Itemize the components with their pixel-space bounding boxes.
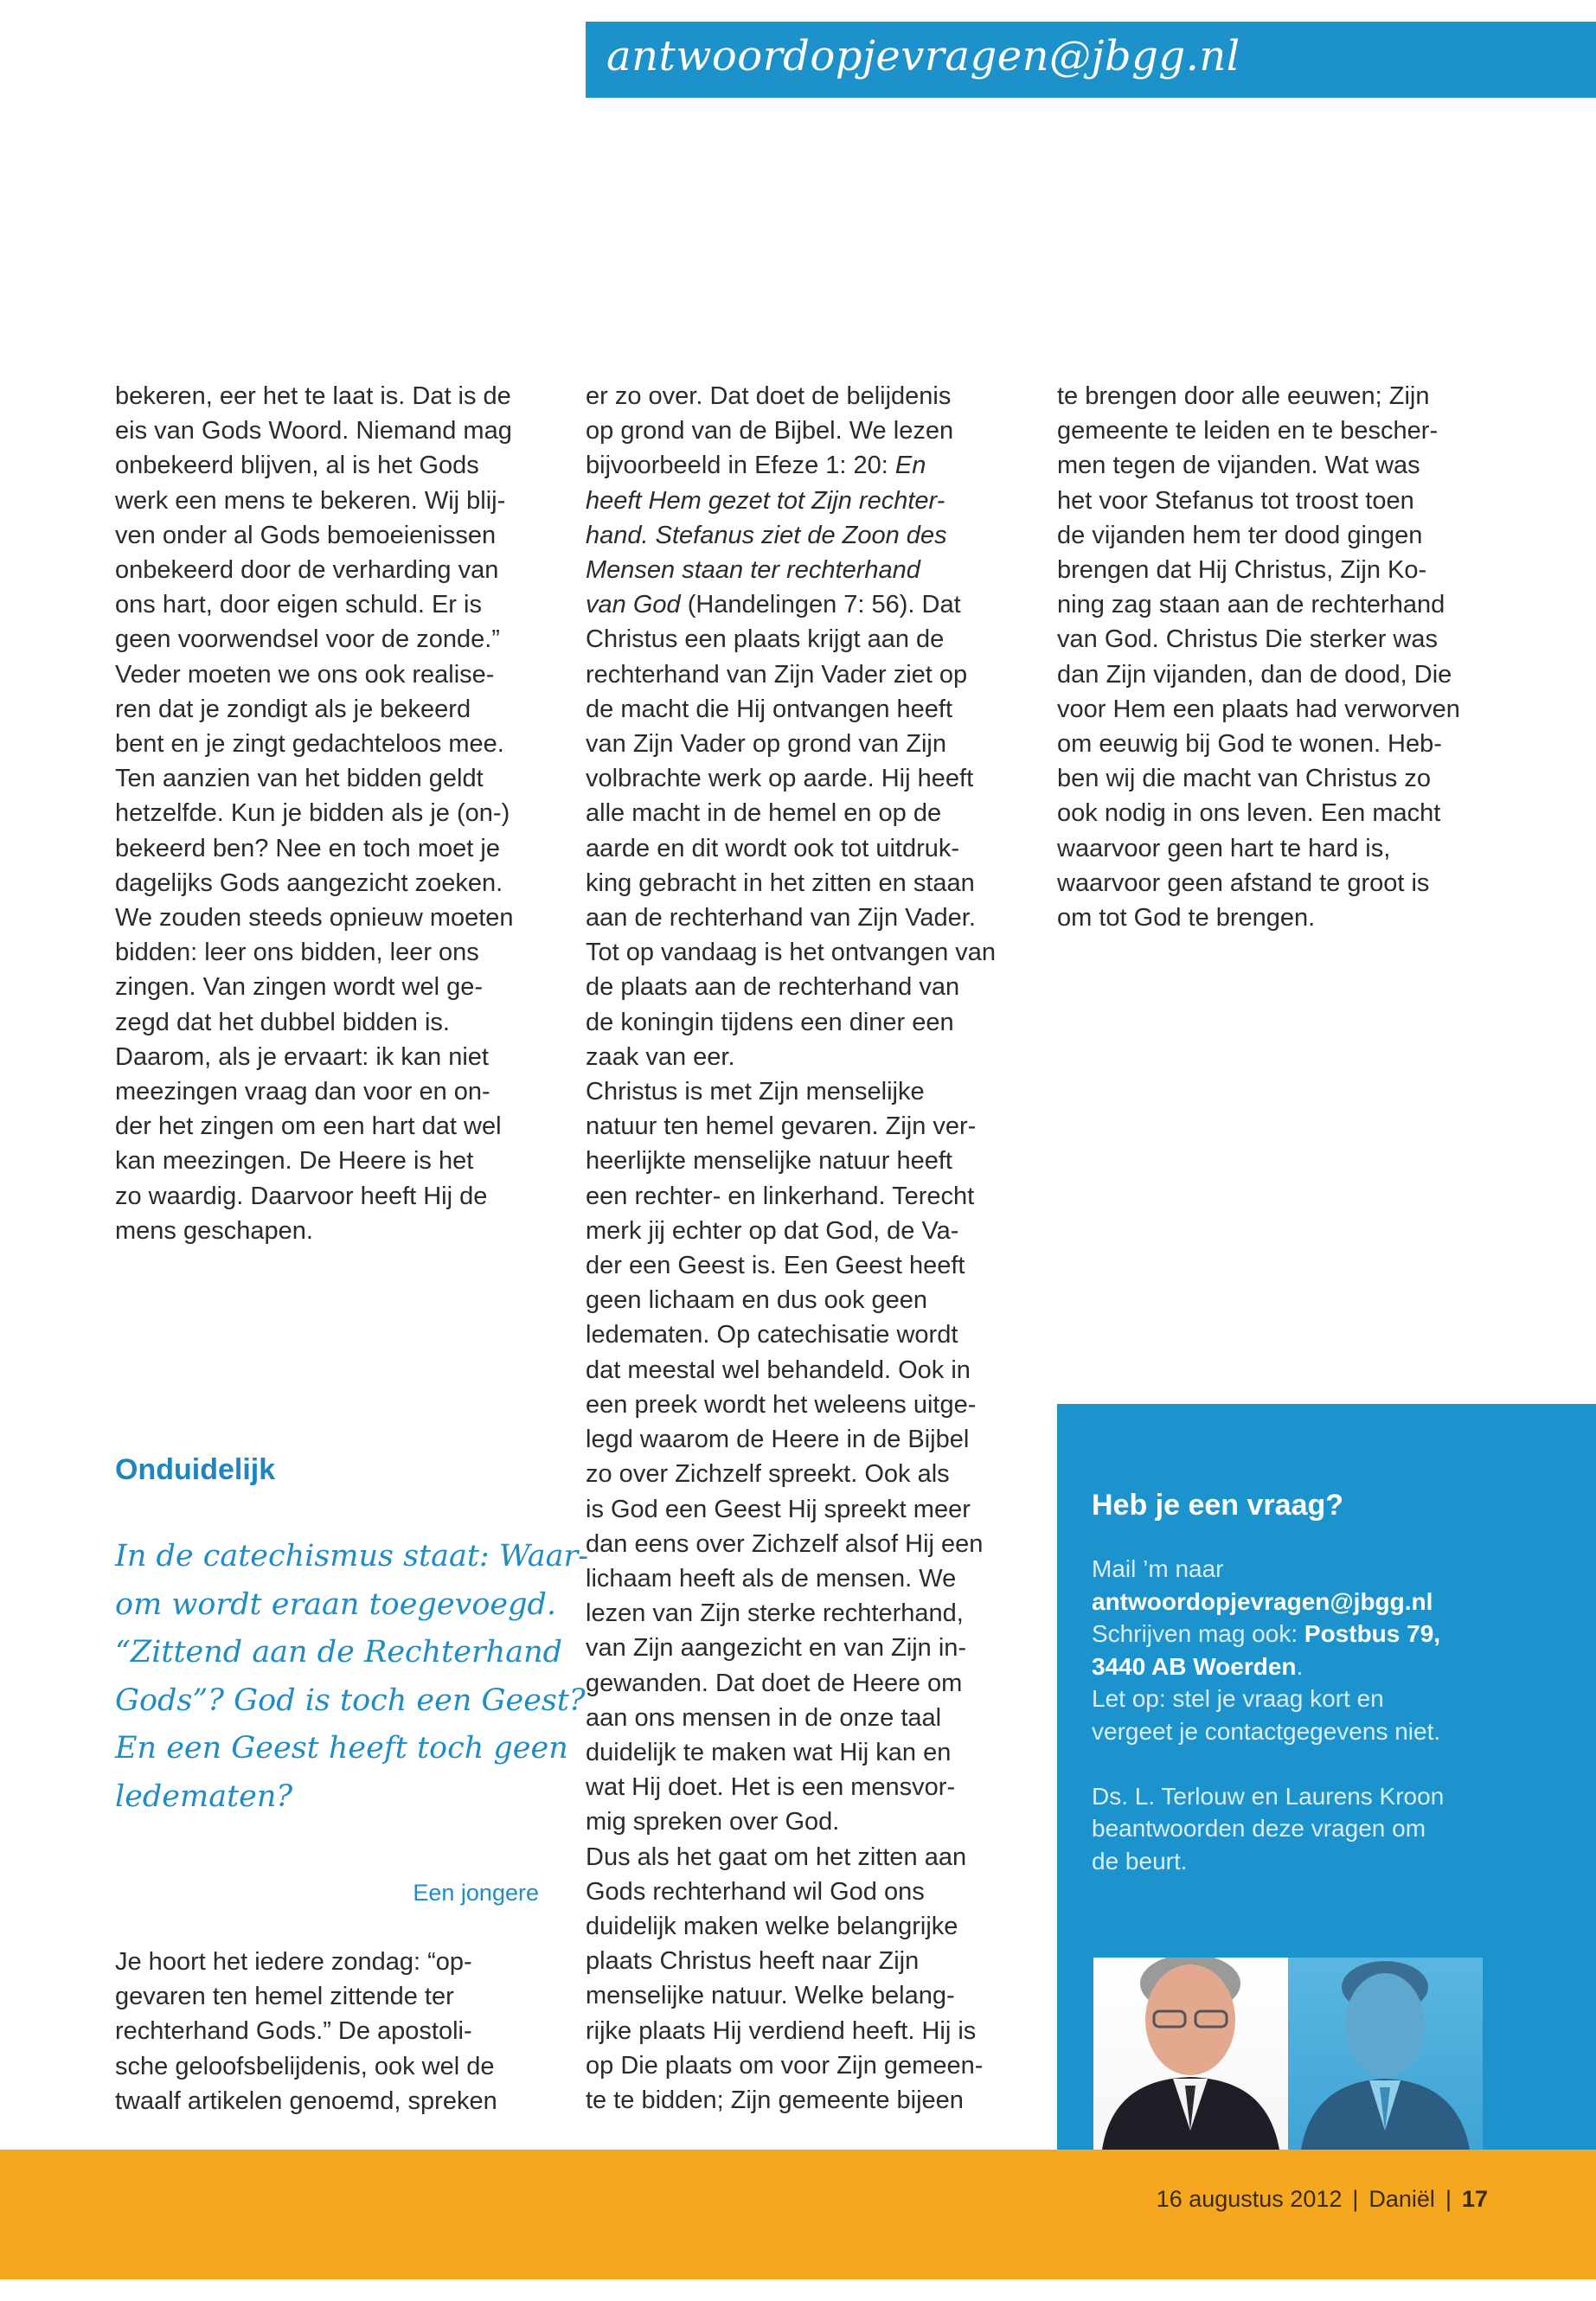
text-line: een rechter- en linkerhand. Terecht (586, 1182, 975, 1210)
text-line: bekeren, eer het te laat is. Dat is de (115, 382, 511, 410)
info-email-link[interactable]: antwoordopjevragen@jbgg.nl (1092, 1587, 1433, 1615)
text-line: Daarom, als je ervaart: ik kan niet (115, 1042, 489, 1071)
text-line: de plaats aan de rechterhand van (586, 973, 960, 1002)
text-line: Tot op vandaag is het ontvangen van (586, 939, 997, 967)
text-line: king gebracht in het zitten en staan (586, 868, 975, 897)
text-line: te brengen door alle eeuwen; Zijn (1057, 382, 1430, 410)
text-line: gemeente te leiden en te bescher- (1057, 417, 1439, 445)
column-2-rest (586, 622, 1027, 2118)
author-photo-terlouw (1093, 1958, 1288, 2150)
text-line: er zo over. Dat doet de belijdenis (586, 382, 952, 410)
text-line: legd waarom de Heere in de Bijbel (586, 1426, 970, 1454)
text-segment: bijvoorbeeld in Efeze 1: 20: (586, 452, 895, 480)
postbus-address: Postbus 79, (1304, 1620, 1441, 1647)
article-column-1 (115, 379, 552, 1248)
text-line: een preek wordt het weleens uitge- (586, 1390, 977, 1419)
text-line: volbrachte werk op aarde. Hij heeft (586, 765, 974, 793)
article-column-2 (586, 379, 1027, 2118)
person-portrait-icon (1288, 1958, 1483, 2150)
text-line: wat Hij doet. Het is een mensvor- (586, 1773, 956, 1802)
text-line (586, 448, 1027, 483)
text-line: geen lichaam en dus ook geen (586, 1286, 928, 1315)
author-photos (1093, 1958, 1483, 2150)
note-line: vergeet je contactgegevens niet. (1092, 1717, 1441, 1745)
text-line: geen voorwendsel voor de zonde.” (115, 625, 500, 654)
scripture-quote: Mensen staan ter rechterhand (586, 556, 920, 585)
text-line: gewanden. Dat doet de Heere om (586, 1669, 963, 1697)
text-line: Ten aanzien van het bidden geldt (115, 765, 484, 793)
text-line: ren dat je zondigt als je bekeerd (115, 695, 471, 723)
text-line: rechterhand Gods.” De apostoli- (115, 2017, 472, 2046)
scripture-quote: heeft Hem gezet tot Zijn rechter- (586, 486, 945, 515)
text-line: lezen van Zijn sterke rechterhand, (586, 1599, 964, 1628)
text-line: om eeuwig bij God te wonen. Heb- (1057, 730, 1442, 759)
text-line: dan Zijn vijanden, dan de dood, Die (1057, 660, 1452, 689)
text-line: zegd dat het dubbel bidden is. (115, 1008, 450, 1036)
question-signature: Een jongere (413, 1880, 539, 1906)
text-line: mens geschapen. (115, 1216, 313, 1245)
text-line: sche geloofsbelijdenis, ook wel de (115, 2052, 495, 2080)
question-line: Gods”? God is toch een Geest? (115, 1682, 586, 1718)
info-box-text (1092, 1553, 1444, 1877)
text-line: gevaren ten hemel zittende ter (115, 1983, 454, 2011)
credits-line: de beurt. (1092, 1847, 1188, 1875)
reader-question (115, 1533, 589, 1821)
question-line: om wordt eraan toegevoegd. (115, 1586, 557, 1622)
text-line: de koningin tijdens een diner een (586, 1008, 954, 1036)
text-line: merk jij echter op dat God, de Va- (586, 1216, 959, 1245)
text-line: op grond van de Bijbel. We lezen (586, 417, 954, 445)
text-line: waarvoor geen hart te hard is, (1057, 834, 1391, 862)
article-column-3 (1057, 379, 1507, 935)
text-line: Dus als het gaat om het zitten aan (586, 1843, 967, 1871)
text-line: zo over Zichzelf spreekt. Ook als (586, 1460, 950, 1489)
text-line: aan de rechterhand van Zijn Vader. (586, 904, 976, 933)
text-line: duidelijk maken welke belangrijke (586, 1912, 958, 1940)
text-line: aan ons mensen in de onze taal (586, 1703, 942, 1732)
text-line: ning zag staan aan de rechterhand (1057, 591, 1445, 619)
author-photo-kroon (1288, 1958, 1483, 2150)
text-line: de macht die Hij ontvangen heeft (586, 695, 952, 723)
header-bar (586, 22, 1596, 98)
text-line: van God. Christus Die sterker was (1057, 625, 1438, 654)
text-line: ben wij die macht van Christus zo (1057, 765, 1431, 793)
text-line: meezingen vraag dan voor en on- (115, 1078, 490, 1106)
text-line: bent en je zingt gedachteloos mee. (115, 730, 504, 759)
person-portrait-icon (1093, 1958, 1288, 2150)
text-line: plaats Christus heeft naar Zijn (586, 1947, 920, 1976)
text-line: om tot God te brengen. (1057, 904, 1316, 933)
footer-bar (0, 2150, 1596, 2279)
text-line: ledematen. Op catechisatie wordt (586, 1321, 958, 1349)
text-line: op Die plaats om voor Zijn gemeen- (586, 2051, 984, 2080)
text-line: hetzelfde. Kun je bidden als je (on-) (115, 799, 510, 828)
text-line: heerlijkte menselijke natuur heeft (586, 1147, 952, 1176)
text-line: het voor Stefanus tot troost toen (1057, 486, 1414, 515)
text-line: kan meezingen. De Heere is het (115, 1147, 474, 1176)
text-line: bekeerd ben? Nee en toch moet je (115, 834, 500, 862)
question-line: ledematen? (115, 1779, 293, 1814)
text-line: men tegen de vijanden. Wat was (1057, 452, 1420, 480)
text-line: der een Geest is. Een Geest heeft (586, 1252, 965, 1280)
scripture-quote: En (894, 452, 926, 480)
text-line: dan eens over Zichzelf alsof Hij een (586, 1529, 984, 1558)
text-line: Gods rechterhand wil God ons (586, 1877, 925, 1906)
answer-intro (115, 1945, 497, 2118)
text-line: eis van Gods Woord. Niemand mag (115, 417, 512, 445)
text-line: der het zingen om een hart dat wel (115, 1112, 502, 1141)
question-line: “Zittend aan de Rechterhand (115, 1635, 563, 1670)
text-line: onbekeerd door de verharding van (115, 556, 499, 585)
text-line: Je hoort het iedere zondag: “op- (115, 1948, 472, 1976)
footer-separator: | (1445, 2186, 1452, 2212)
text-line: waarvoor geen afstand te groot is (1057, 868, 1430, 897)
text-line: menselijke natuur. Welke belang- (586, 1982, 955, 2010)
magazine-name: Daniël (1368, 2186, 1435, 2212)
page-number: 17 (1461, 2186, 1488, 2212)
text-line: Christus een plaats krijgt aan de (586, 625, 945, 654)
issue-date: 16 augustus 2012 (1156, 2186, 1343, 2212)
text-line: te te bidden; Zijn gemeente bijeen (586, 2086, 964, 2114)
text-line: zo waardig. Daarvoor heeft Hij de (115, 1182, 488, 1210)
info-box-title: Heb je een vraag? (1092, 1489, 1344, 1522)
text-line: brengen dat Hij Christus, Zijn Ko- (1057, 556, 1427, 585)
text-segment: (Handelingen 7: 56). Dat (680, 591, 961, 619)
note-line: Let op: stel je vraag kort en (1092, 1685, 1384, 1712)
text-line: dagelijks Gods aangezicht zoeken. (115, 868, 503, 897)
text-line: rechterhand van Zijn Vader ziet op (586, 660, 968, 689)
text-line: zingen. Van zingen wordt wel ge- (115, 973, 484, 1002)
text-line: is God een Geest Hij spreekt meer (586, 1495, 971, 1523)
question-line: In de catechismus staat: Waar- (115, 1539, 589, 1574)
text-line: lichaam heeft als de mensen. We (586, 1564, 957, 1593)
text-line: zaak van eer. (586, 1042, 735, 1071)
text-line: Christus is met Zijn menselijke (586, 1078, 925, 1106)
footer-separator: | (1352, 2186, 1359, 2212)
text-line: bidden: leer ons bidden, leer ons (115, 939, 479, 967)
text-line (586, 587, 1027, 622)
postcode-address: 3440 AB Woerden (1092, 1652, 1297, 1680)
mail-label: Mail ’m naar (1092, 1555, 1224, 1582)
header-email[interactable]: antwoordopjevragen@jbgg.nl (606, 32, 1240, 80)
footer-info (1157, 2186, 1488, 2213)
text-line: natuur ten hemel gevaren. Zijn ver- (586, 1112, 977, 1141)
text-line: ven onder al Gods bemoeienissen (115, 521, 497, 549)
text-line: twaalf artikelen genoemd, spreken (115, 2086, 497, 2115)
text-line: van Zijn Vader op grond van Zijn (586, 730, 946, 759)
text-line: voor Hem een plaats had verworven (1057, 695, 1460, 723)
text-line: We zouden steeds opnieuw moeten (115, 904, 514, 933)
question-line: En een Geest heeft toch geen (115, 1731, 568, 1766)
text-line: werk een mens te bekeren. Wij blij- (115, 486, 506, 515)
text-line: ook nodig in ons leven. Een macht (1057, 799, 1441, 828)
write-label: Schrijven mag ook: (1092, 1620, 1304, 1647)
text-line: van Zijn aangezicht en van Zijn in- (586, 1634, 967, 1663)
text-line: onbekeerd blijven, al is het Gods (115, 452, 479, 480)
text-line: aarde en dit wordt ook tot uitdruk- (586, 834, 960, 862)
text-line: Veder moeten we ons ook realise- (115, 660, 495, 689)
text-line: duidelijk te maken wat Hij kan en (586, 1738, 952, 1766)
text-line: alle macht in de hemel en op de (586, 799, 942, 828)
text-line: ons hart, door eigen schuld. Er is (115, 591, 482, 619)
question-info-box (1057, 1404, 1596, 2150)
scripture-quote: hand. Stefanus ziet de Zoon des (586, 521, 947, 549)
text-line: de vijanden hem ter dood gingen (1057, 521, 1423, 549)
text-line: mig spreken over God. (586, 1808, 840, 1836)
credits-line: Ds. L. Terlouw en Laurens Kroon (1092, 1782, 1445, 1810)
credits-line: beantwoorden deze vragen om (1092, 1815, 1426, 1842)
text-line: dat meestal wel behandeld. Ook in (586, 1356, 971, 1384)
scripture-quote: van God (586, 591, 681, 619)
text-line: rijke plaats Hij verdiend heeft. Hij is (586, 2016, 977, 2045)
punctuation: . (1296, 1652, 1304, 1680)
section-heading: Onduidelijk (115, 1453, 276, 1486)
